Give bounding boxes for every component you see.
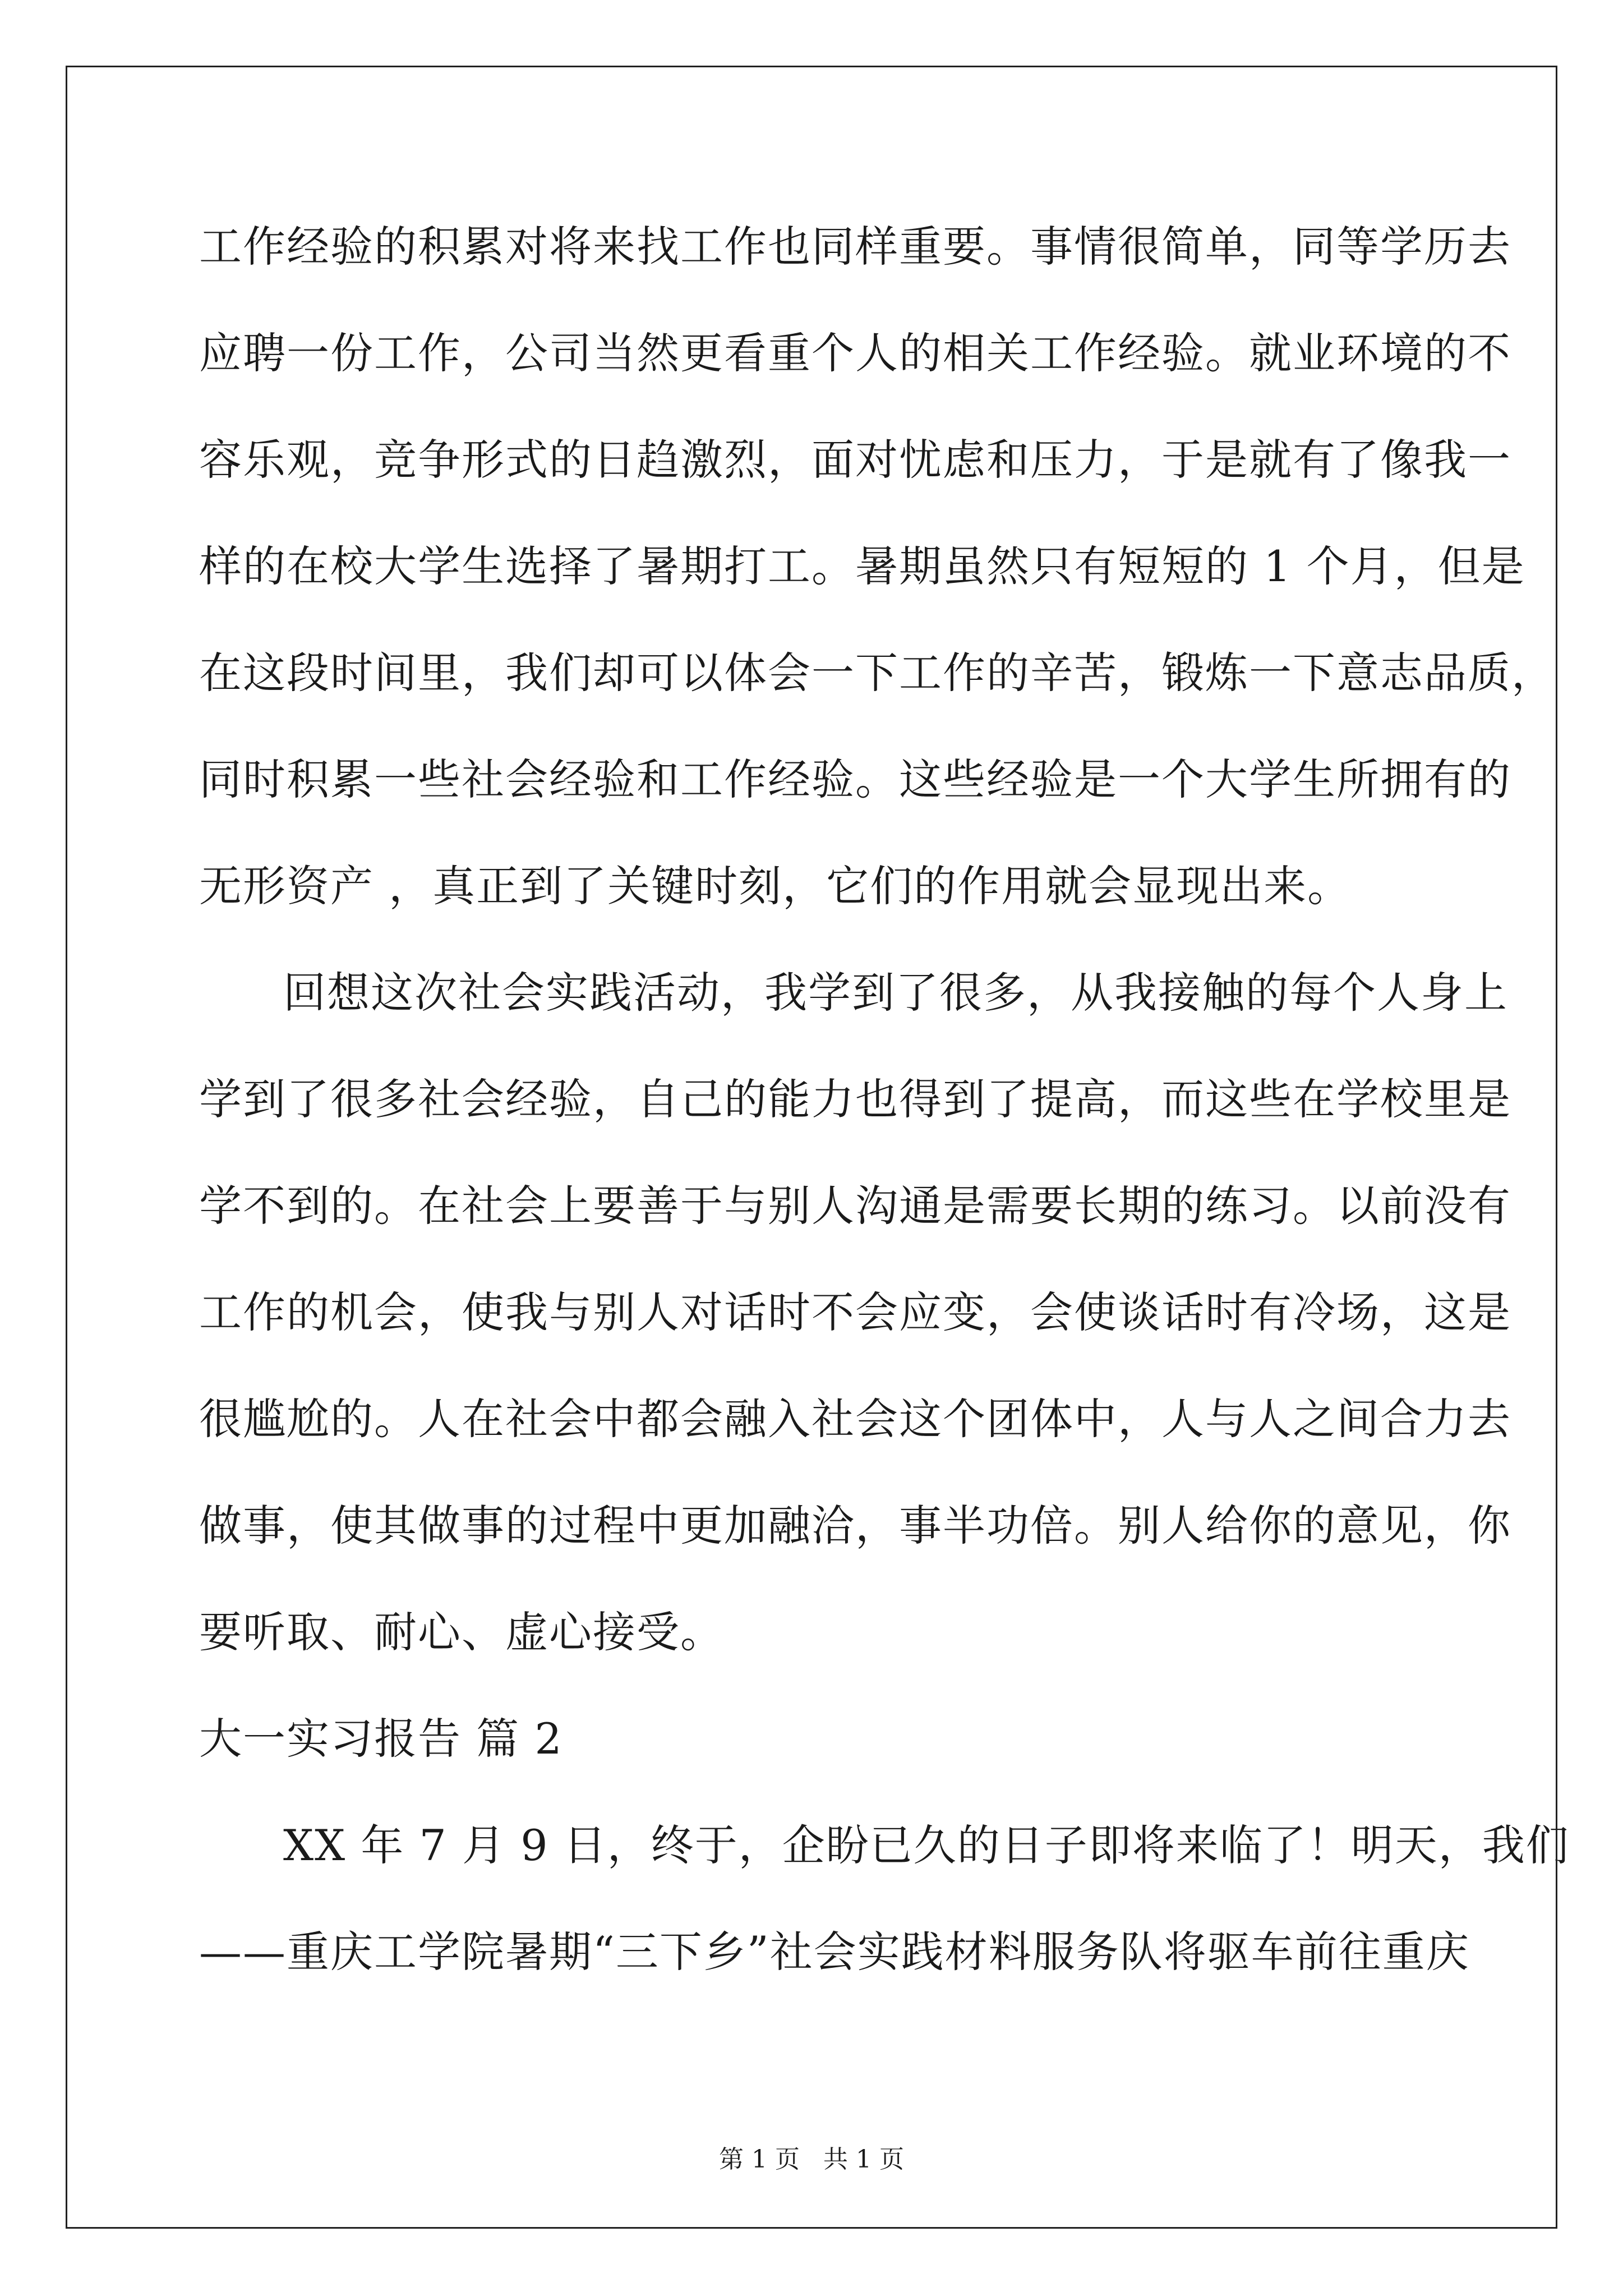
paragraph-line: 要听取、耐心、虚心接受。: [199, 1607, 724, 1657]
paragraph-line: 很尴尬的。人在社会中都会融入社会这个团体中，人与人之间合力去: [199, 1394, 1511, 1444]
paragraph-line: 在这段时间里，我们却可以体会一下工作的辛苦，锻炼一下意志品质，: [199, 648, 1555, 698]
paragraph-line: XX 年 7 月 9 日，终于，企盼已久的日子即将来临了！明天，我们: [283, 1820, 1570, 1870]
paragraph-line: ——重庆工学院暑期“三下乡”社会实践材料服务队将驱车前往重庆: [199, 1927, 1470, 1977]
paragraph-line: 回想这次社会实践活动，我学到了很多，从我接触的每个人身上: [283, 968, 1508, 1018]
paragraph-line: 样的在校大学生选择了暑期打工。暑期虽然只有短短的 1 个月，但是: [199, 541, 1525, 591]
paragraph-line: 应聘一份工作，公司当然更看重个人的相关工作经验。就业环境的不: [199, 328, 1511, 378]
paragraph-line: 学到了很多社会经验，自己的能力也得到了提高，而这些在学校里是: [199, 1074, 1511, 1124]
paragraph-line: 工作经验的积累对将来找工作也同样重要。事情很简单，同等学历去: [199, 222, 1511, 272]
paragraph-line: 做事，使其做事的过程中更加融洽，事半功倍。别人给你的意见，你: [199, 1501, 1511, 1550]
paragraph-line: 同时积累一些社会经验和工作经验。这些经验是一个大学生所拥有的: [199, 754, 1511, 804]
paragraph-line: 无形资产 ，真正到了关键时刻，它们的作用就会显现出来。: [199, 861, 1352, 911]
paragraph-line: 容乐观，竞争形式的日趋激烈，面对忧虑和压力，于是就有了像我一: [199, 435, 1511, 485]
page-border: [66, 66, 1557, 2229]
section-heading: 大一实习报告 篇 2: [199, 1714, 563, 1764]
paragraph-line: 学不到的。在社会上要善于与别人沟通是需要长期的练习。以前没有: [199, 1181, 1511, 1231]
page-number-footer: 第 1 页 共 1 页: [719, 2145, 904, 2174]
paragraph-line: 工作的机会，使我与别人对话时不会应变，会使谈话时有冷场，这是: [199, 1287, 1511, 1337]
